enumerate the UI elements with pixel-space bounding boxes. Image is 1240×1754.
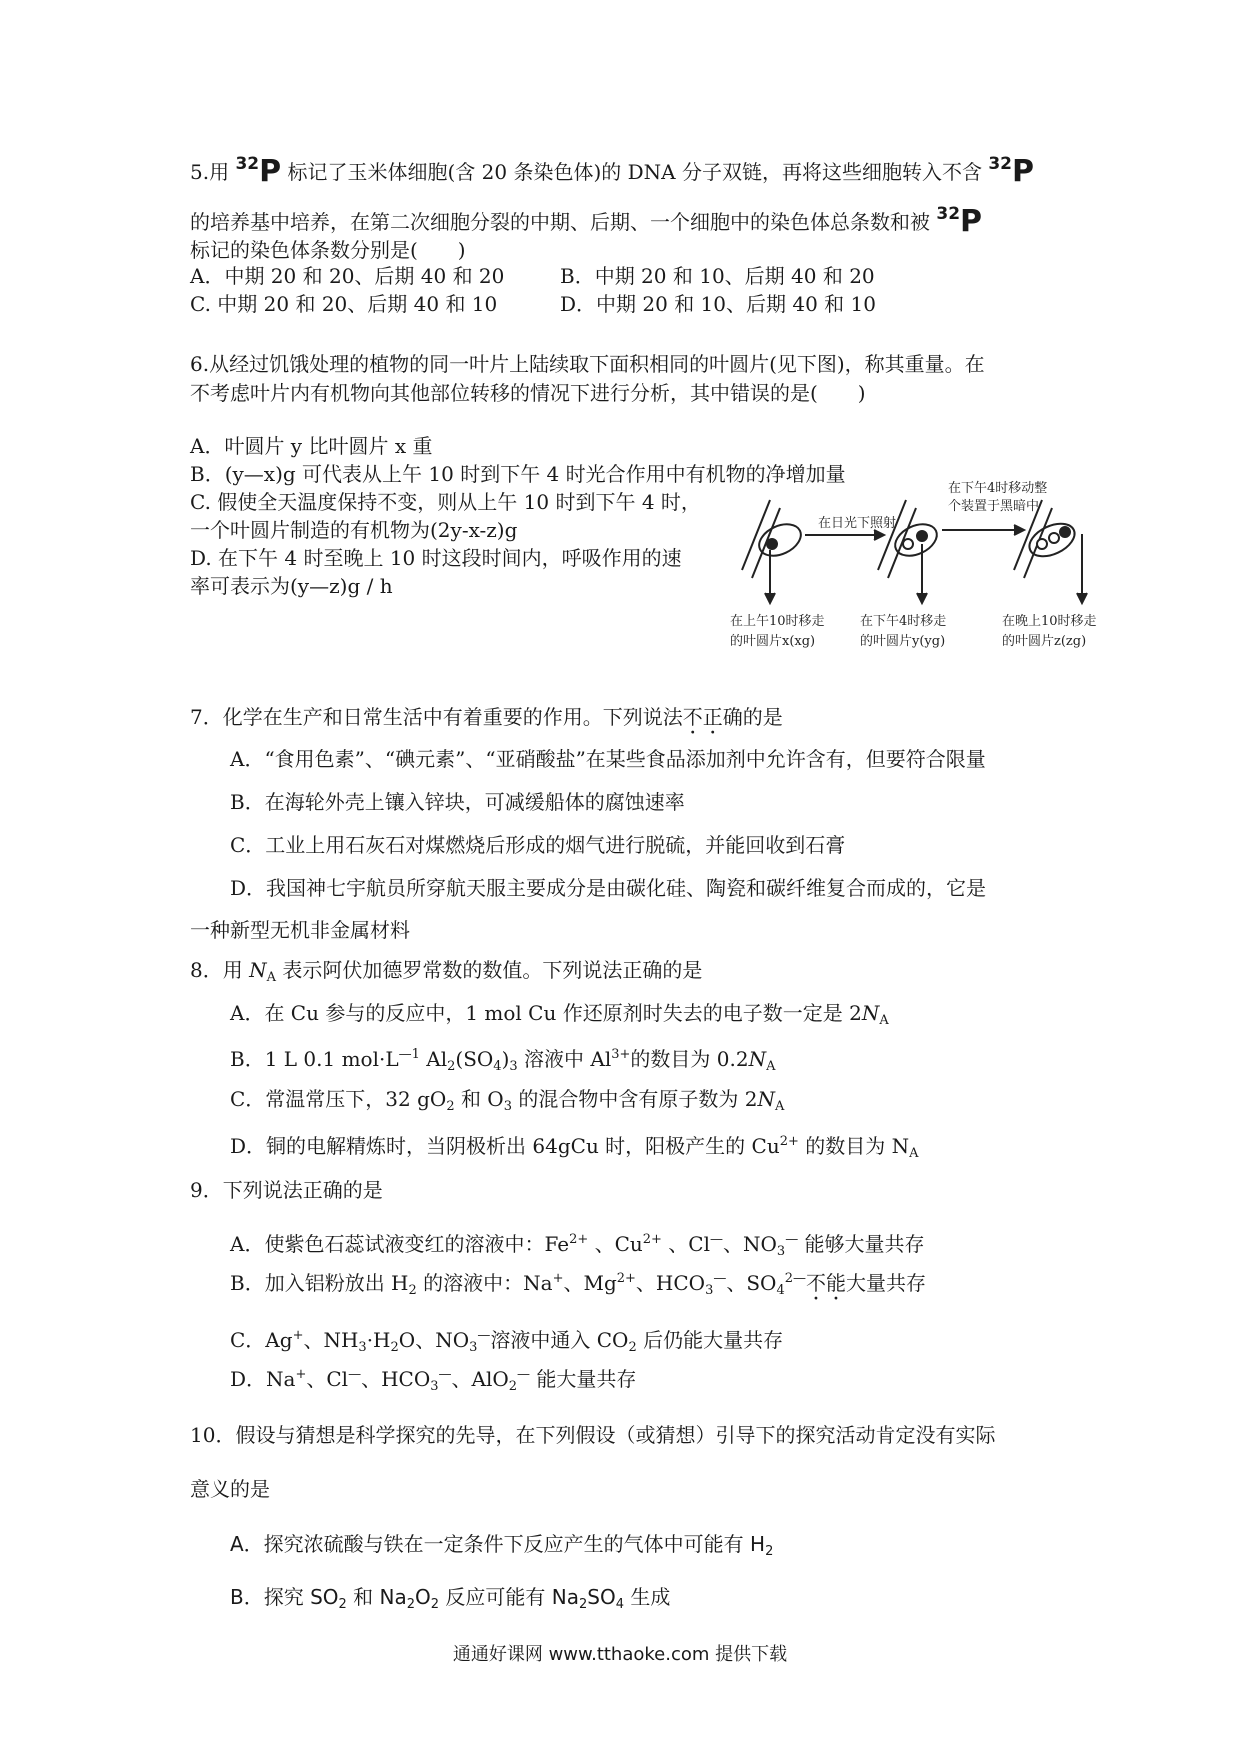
q7-option-d-2: 一种新型无机非金属材料 <box>190 918 410 942</box>
q9-option-a: A．使紫色石蕊试液变红的溶液中：$Fe^{2+}$ 、$Cu^{2+}$ 、Cl—、$NO_3^—$ 能够大量共存 <box>230 1232 925 1259</box>
q8-stem: 8．用 $N_A$ 表示阿伏加德罗常数的数值。下列说法正确的是 <box>190 958 703 985</box>
q6-line-1: 6.从经过饥饿处理的植物的同一叶片上陆续取下面积相同的叶圆片(见下图)，称其重量。在 <box>190 352 985 376</box>
q6-option-d-1: D. 在下午 4 时至晚上 10 时这段时间内，呼吸作用的速 <box>190 546 682 570</box>
q7-option-b: B．在海轮外壳上镶入锌块，可减缓船体的腐蚀速率 <box>230 790 685 814</box>
arrow-2-label-line-2: 个装置于黑暗中 <box>948 499 1040 514</box>
p32-isotope-label: $^{32}$P <box>988 154 1034 189</box>
leaf-disc-hole-2 <box>917 531 927 541</box>
q5-line-2: 的培养基中培养，在第二次细胞分裂的中期、后期、一个细胞中的染色体总条数和被 $^{32}$P <box>190 204 983 239</box>
q9-stem: 9．下列说法正确的是 <box>190 1178 383 1202</box>
q10-option-b: B．探究 $SO_2$ 和 $Na_2O_2$ 反应可能有 $Na_2SO_4$ 生成 <box>230 1585 671 1612</box>
p32-isotope-label: $^{32}$P <box>235 154 282 189</box>
caption-y-line-1: 在下午4时移走 <box>860 614 947 629</box>
q5-line-3: 标记的染色体条数分别是( ) <box>190 238 466 262</box>
q5-option-a: A．中期 20 和 20、后期 40 和 20 <box>190 264 505 288</box>
caption-z-line-1: 在晚上10时移走 <box>1002 614 1097 629</box>
q6-option-c-2: 一个叶圆片制造的有机物为(2y-x-z)g <box>190 518 518 542</box>
q5-option-c: C. 中期 20 和 20、后期 40 和 10 <box>190 292 498 316</box>
caption-x-line-2: 的叶圆片x(xg) <box>730 634 816 649</box>
q9-option-c: C．Ag+、$NH_3\cdot H_2O$、$NO_3^—$溶液中通入 $CO_2$ 后仍能大量共存 <box>230 1328 784 1355</box>
q6-line-2: 不考虑叶片内有机物向其他部位转移的情况下进行分析，其中错误的是( ) <box>190 381 866 405</box>
q10-stem-2: 意义的是 <box>190 1477 270 1501</box>
q8-option-b: B．1 L 0.1 $mol\cdot L^{—1}$ $Al_2(SO_4)_3$ 溶液中 $Al^{3+}$的数目为 $0.2N_A$ <box>230 1047 776 1074</box>
q5-line-1: 5.用 $^{32}$P 标记了玉米体细胞(含 20 条染色体)的 DNA 分子双链，再将这些细胞转入不含 $^{32}$P <box>190 154 1034 189</box>
q6-option-a: A．叶圆片 y 比叶圆片 x 重 <box>190 434 433 458</box>
q6-option-d-2: 率可表示为(y—z)g / h <box>190 574 393 598</box>
arrow-2-label-line-1: 在下午4时移动整 <box>948 481 1048 496</box>
q6-option-c-1: C. 假使全天温度保持不变，则从上午 10 时到下午 4 时， <box>190 490 701 514</box>
leaf-disc-hole-1 <box>767 539 777 549</box>
q7-option-c: C．工业上用石灰石对煤燃烧后形成的烟气进行脱硫，并能回收到石膏 <box>230 833 846 857</box>
q10-stem-1: 10．假设与猜想是科学探究的先导，在下列假设（或猜想）引导下的探究活动肯定没有实际 <box>190 1423 996 1447</box>
page-footer: 通通好课网 www.tthaoke.com 提供下载 <box>452 1644 788 1665</box>
q8-option-a: A．在 Cu 参与的反应中，1 mol Cu 作还原剂时失去的电子数一定是 $2N_A$ <box>230 1001 889 1028</box>
caption-z-line-2: 的叶圆片z(zg) <box>1002 634 1087 649</box>
leaf-disc-hole-3 <box>1060 527 1070 537</box>
q5-option-d: D．中期 20 和 10、后期 40 和 10 <box>560 292 876 316</box>
q5-option-b: B．中期 20 和 10、后期 40 和 20 <box>560 264 875 288</box>
caption-x-line-1: 在上午10时移走 <box>730 614 825 629</box>
leaf-disc-figure <box>730 460 1110 660</box>
q8-option-c: C．常温常压下，32 $gO_2$ 和 $O_3$ 的混合物中含有原子数为 $2N_A$ <box>230 1087 785 1114</box>
q7-option-d-1: D．我国神七宇航员所穿航天服主要成分是由碳化硅、陶瓷和碳纤维复合而成的，它是 <box>230 876 987 900</box>
caption-y-line-2: 的叶圆片y(yg) <box>860 634 946 649</box>
q9-option-b: B．加入铝粉放出 $H_2$ 的溶液中：Na+、$Mg^{2+}$、$HCO_3^—$、$SO_4^{2—}$不能大量共存 <box>230 1271 927 1298</box>
arrow-1-label: 在日光下照射 <box>818 516 897 531</box>
q9-option-d: D．Na+、Cl—、$HCO_3^—$、AlO$_2$— 能大量共存 <box>230 1367 637 1394</box>
q6-option-b: B．(y—x)g 可代表从上午 10 时到下午 4 时光合作用中有机物的净增加量 <box>190 462 846 486</box>
q7-stem: 7．化学在生产和日常生活中有着重要的作用。下列说法不正确的是 <box>190 705 783 729</box>
q10-option-a: A．探究浓硫酸与铁在一定条件下反应产生的气体中可能有 $H_2$ <box>230 1532 774 1559</box>
p32-isotope-label: $^{32}$P <box>936 204 983 239</box>
leaf-stem-1 <box>742 500 770 570</box>
q8-option-d: D．铜的电解精炼时，当阴极析出 64gCu 时，阳极产生的 $Cu^{2+}$ 的数目为 $N_A$ <box>230 1134 919 1161</box>
q7-option-a: A．“食用色素”、“碘元素”、“亚硝酸盐”在某些食品添加剂中允许含有，但要符合限量 <box>230 747 986 771</box>
